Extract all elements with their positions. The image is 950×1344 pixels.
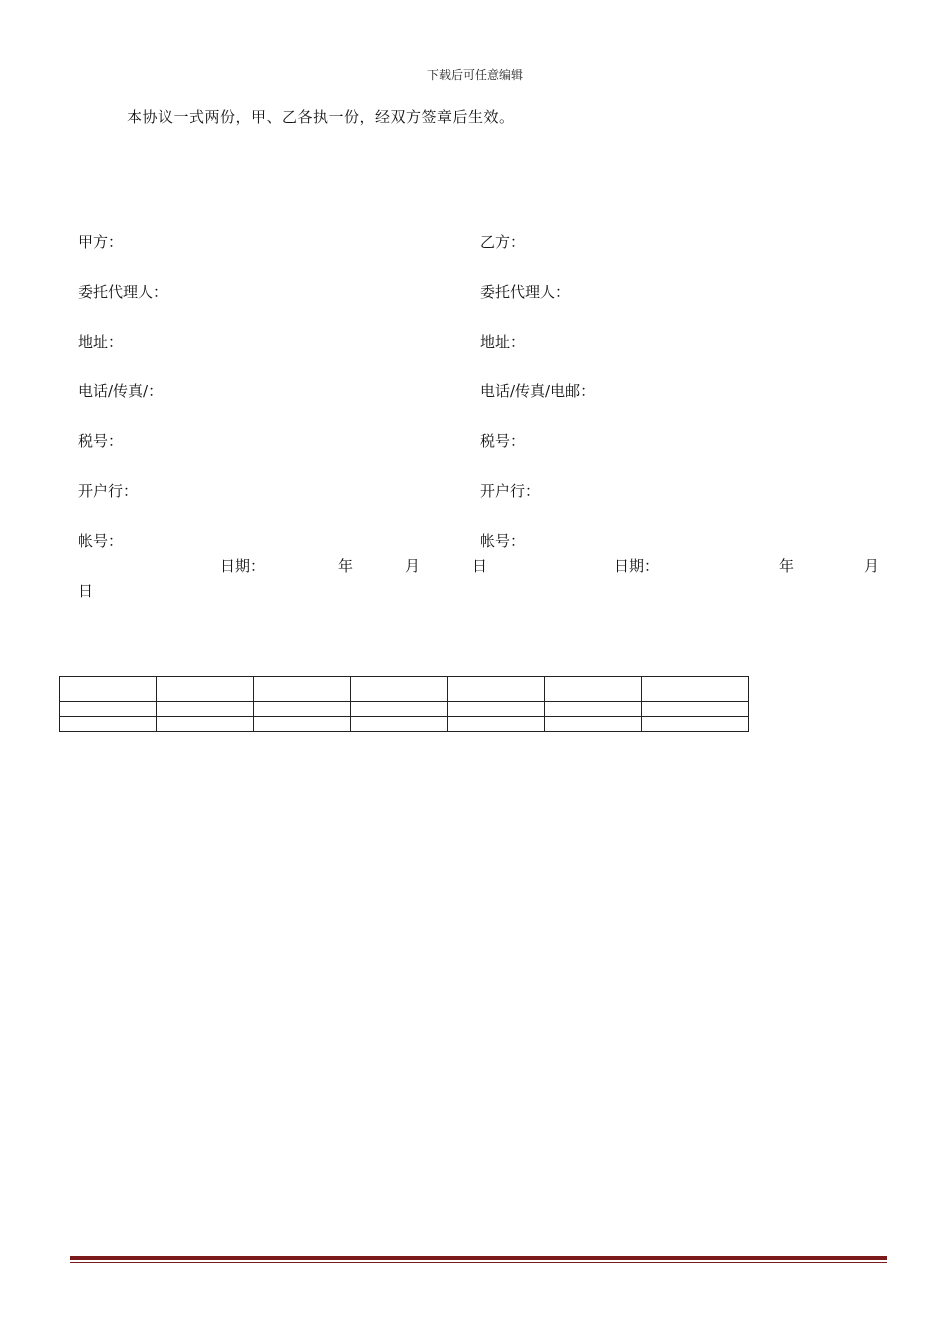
- party-b-agent-label: 委托代理人：: [480, 283, 571, 301]
- party-a-date-day: 日: [472, 557, 488, 575]
- party-b-address-label: 地址：: [480, 333, 526, 351]
- party-b-date-day: 日: [78, 582, 94, 600]
- table-row: [60, 717, 749, 732]
- table-cell[interactable]: [448, 677, 545, 702]
- empty-form-table: [59, 676, 749, 732]
- table-cell[interactable]: [254, 702, 351, 717]
- party-a-agent-label: 委托代理人：: [78, 283, 169, 301]
- party-b-bank-label: 开户行：: [480, 482, 541, 500]
- agreement-clause: 本协议一式两份，甲、乙各执一份，经双方签章后生效。: [127, 108, 515, 126]
- party-b-contact-label: 电话/传真/电邮：: [480, 382, 596, 400]
- party-b-date-label: 日期：: [614, 557, 660, 575]
- table-cell[interactable]: [60, 702, 157, 717]
- table-cell[interactable]: [157, 677, 254, 702]
- party-a-contact-label: 电话/传真/：: [78, 382, 164, 400]
- footer-divider-thin: [70, 1262, 887, 1263]
- table-row: [60, 702, 749, 717]
- party-b-name-label: 乙方：: [480, 233, 526, 251]
- table-cell[interactable]: [545, 677, 642, 702]
- party-b-account-label: 帐号：: [480, 532, 526, 550]
- party-b-date-year: 年: [779, 557, 795, 575]
- table-cell[interactable]: [254, 677, 351, 702]
- party-b-date-month: 月: [864, 557, 880, 575]
- party-a-address-label: 地址：: [78, 333, 124, 351]
- footer-divider: [70, 1256, 887, 1263]
- table-cell[interactable]: [351, 717, 448, 732]
- table-cell[interactable]: [448, 702, 545, 717]
- table-cell[interactable]: [60, 677, 157, 702]
- header-note: 下载后可任意编辑: [426, 68, 523, 82]
- party-a-tax-label: 税号：: [78, 432, 124, 450]
- table-cell[interactable]: [157, 717, 254, 732]
- table-cell[interactable]: [545, 717, 642, 732]
- party-a-date-year: 年: [338, 557, 354, 575]
- table-row: [60, 677, 749, 702]
- table-cell[interactable]: [254, 717, 351, 732]
- party-a-account-label: 帐号：: [78, 532, 124, 550]
- table-cell[interactable]: [545, 702, 642, 717]
- table-cell[interactable]: [642, 677, 749, 702]
- party-a-date-label: 日期：: [220, 557, 266, 575]
- table-cell[interactable]: [60, 717, 157, 732]
- table-cell[interactable]: [448, 717, 545, 732]
- table-cell[interactable]: [157, 702, 254, 717]
- table-cell[interactable]: [351, 677, 448, 702]
- party-b-tax-label: 税号：: [480, 432, 526, 450]
- party-a-bank-label: 开户行：: [78, 482, 139, 500]
- table-cell[interactable]: [351, 702, 448, 717]
- table-cell[interactable]: [642, 702, 749, 717]
- table-cell[interactable]: [642, 717, 749, 732]
- party-a-date-month: 月: [405, 557, 421, 575]
- party-a-name-label: 甲方：: [78, 233, 124, 251]
